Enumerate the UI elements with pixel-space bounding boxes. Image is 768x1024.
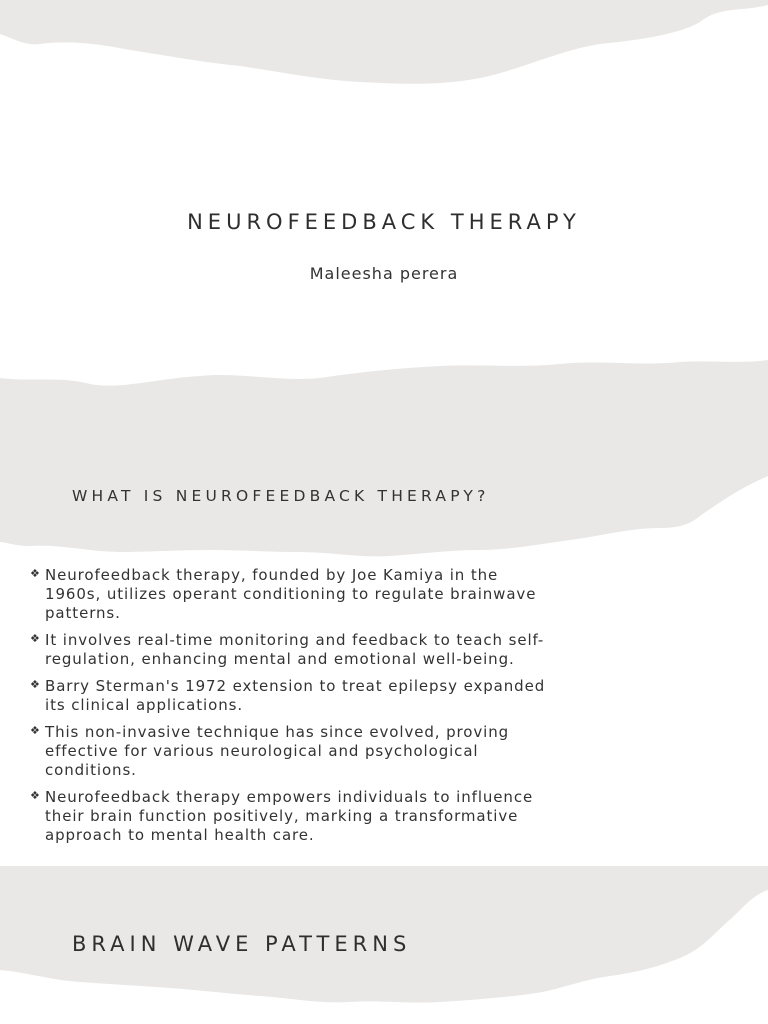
- section-heading: WHAT IS NEUROFEEDBACK THERAPY?: [72, 487, 490, 505]
- presentation-title: NEUROFEEDBACK THERAPY: [187, 210, 581, 234]
- bullet-list: [30, 566, 550, 853]
- diamond-bullet-icon: ❖: [30, 678, 41, 691]
- list-item: [30, 677, 550, 715]
- bullet-text: Barry Sterman's 1972 extension to treat epilepsy expanded its clinical applications.: [45, 677, 546, 714]
- list-item: [30, 723, 550, 780]
- bullet-text: Neurofeedback therapy, founded by Joe Kamiya in the 1960s, utilizes operant conditioning to regulate brainwave patterns.: [45, 566, 537, 622]
- list-item: [30, 631, 550, 669]
- brain-wave-patterns-slide: [0, 866, 768, 1024]
- list-item: [30, 788, 550, 845]
- bullet-text: This non-invasive technique has since evolved, proving effective for various neurological and psychological conditions.: [45, 723, 510, 779]
- diamond-bullet-icon: ❖: [30, 724, 41, 737]
- diamond-bullet-icon: ❖: [30, 789, 41, 802]
- bullet-text: It involves real-time monitoring and feedback to teach self-regulation, enhancing mental and emotional well-being.: [45, 631, 545, 668]
- section-heading: BRAIN WAVE PATTERNS: [72, 932, 412, 956]
- diamond-bullet-icon: ❖: [30, 632, 41, 645]
- list-item: [30, 566, 550, 623]
- what-is-neurofeedback-slide: [0, 432, 768, 866]
- author-name: Maleesha perera: [309, 264, 459, 283]
- diamond-bullet-icon: ❖: [30, 567, 41, 580]
- title-slide: [0, 0, 768, 432]
- bullet-text: Neurofeedback therapy empowers individuals to influence their brain function positively, marking a transformative approach to mental health care.: [45, 788, 534, 844]
